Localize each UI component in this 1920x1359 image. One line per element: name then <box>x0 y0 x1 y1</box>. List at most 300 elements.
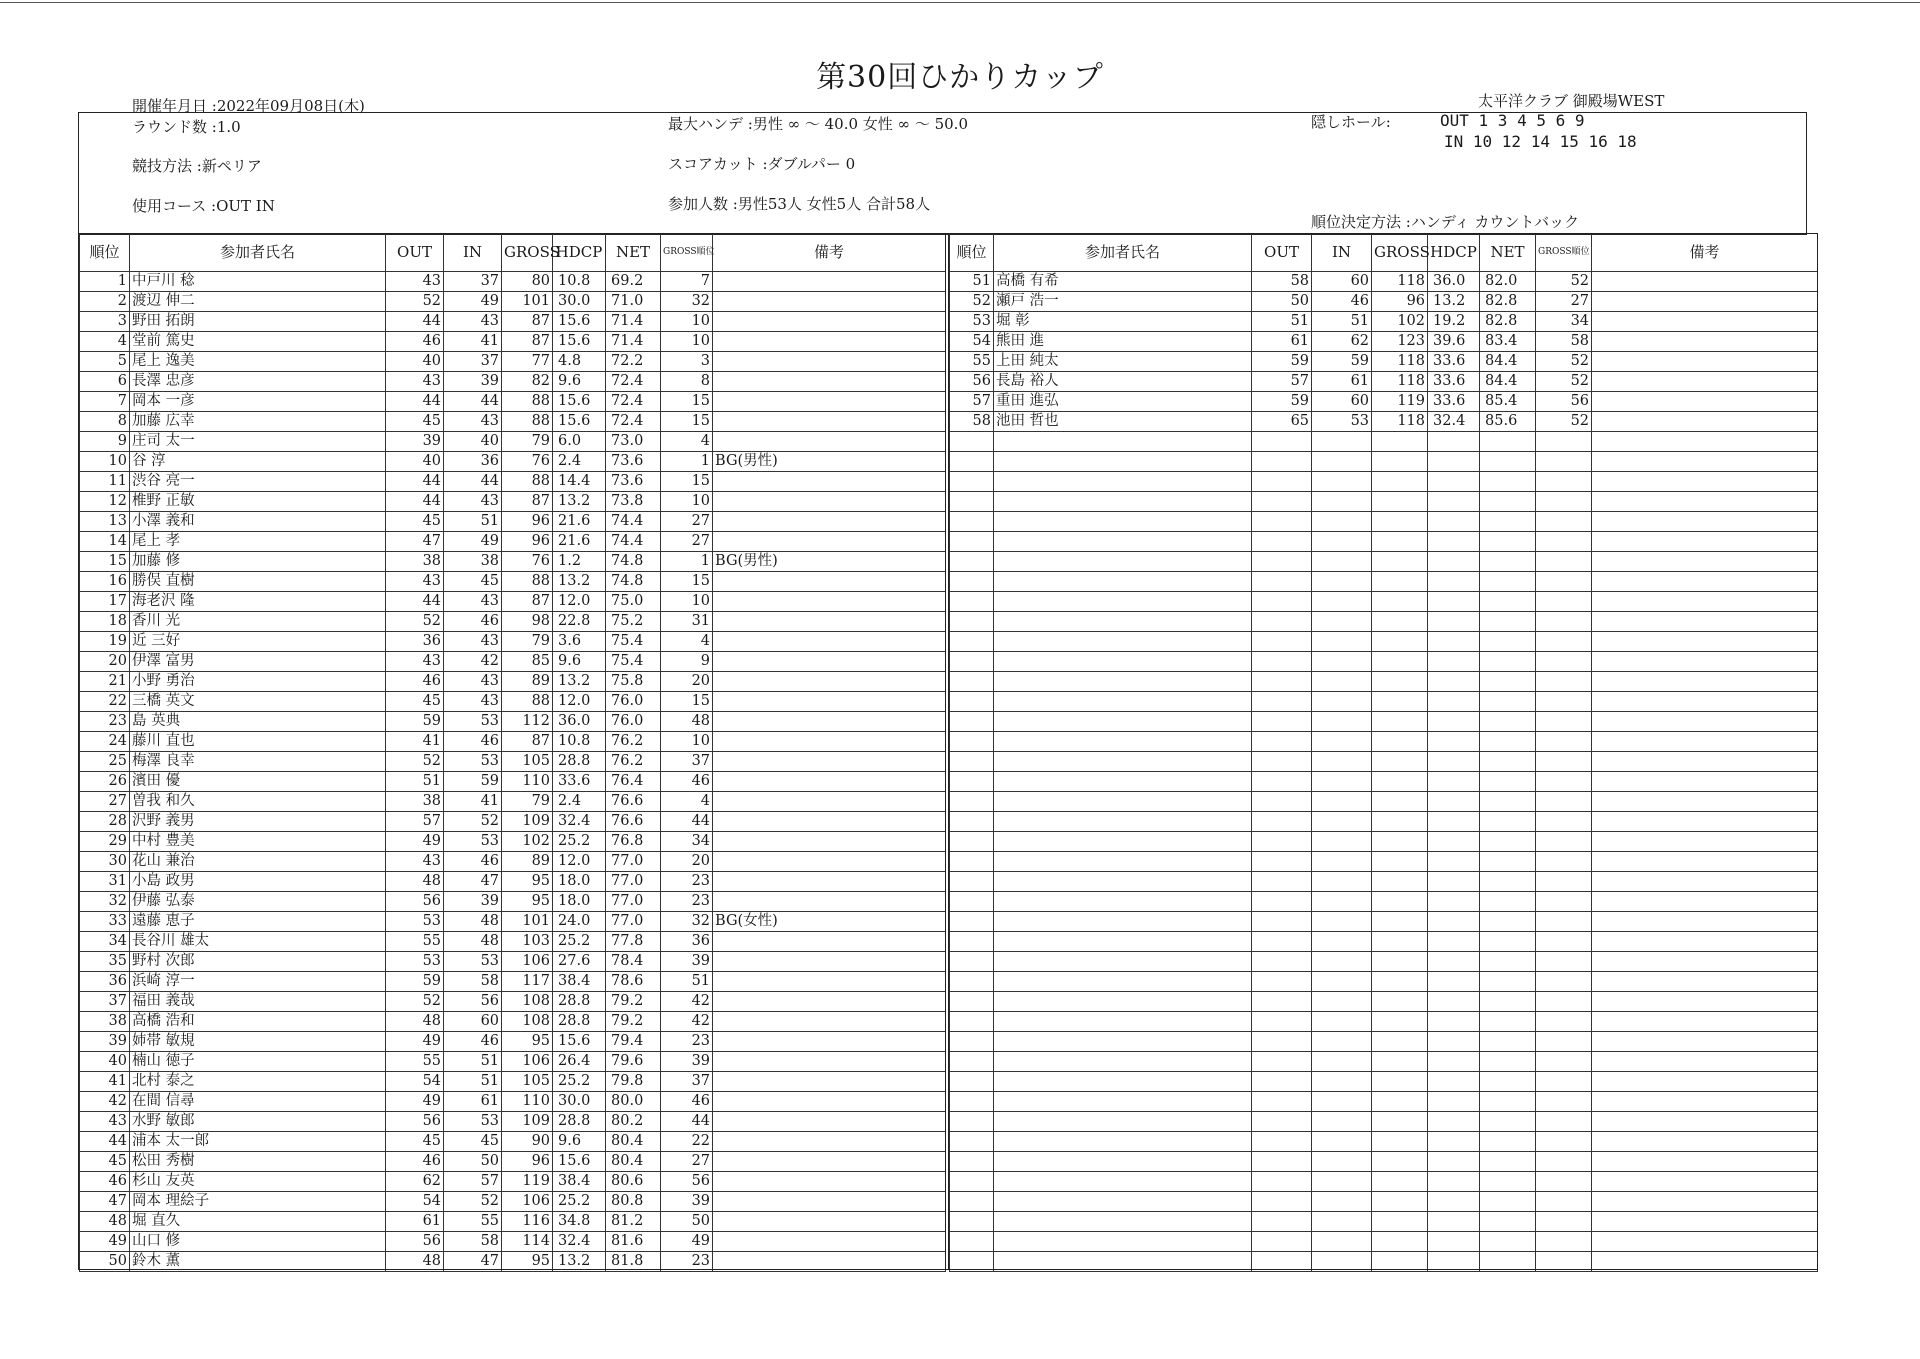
in-score-cell: 61 <box>1312 372 1372 392</box>
player-name-cell <box>994 772 1134 792</box>
empty-table-row <box>950 932 1818 952</box>
rank-cell <box>950 432 994 452</box>
in-score-cell: 47 <box>444 1252 502 1272</box>
gross-cell: 118 <box>1372 372 1428 392</box>
out-score-cell <box>1252 572 1312 592</box>
gross-cell: 76 <box>502 552 553 572</box>
gross-rank-cell <box>1536 772 1592 792</box>
gross-cell <box>1372 992 1428 1012</box>
in-score-cell <box>1312 512 1372 532</box>
table-row <box>80 872 946 892</box>
in-score-cell <box>1312 772 1372 792</box>
gross-cell: 95 <box>502 1252 553 1272</box>
gross-rank-cell: 27 <box>1536 292 1592 312</box>
table-row <box>80 892 946 912</box>
player-name-cell <box>994 652 1134 672</box>
rank-cell <box>950 812 994 832</box>
net-cell <box>1480 812 1536 832</box>
out-score-cell <box>1252 552 1312 572</box>
note-cell <box>1592 792 1818 812</box>
hdcp-cell <box>1428 972 1480 992</box>
gross-rank-cell: 31 <box>661 612 713 632</box>
hdcp-cell: 19.2 <box>1428 312 1480 332</box>
note-cell <box>1592 432 1818 452</box>
player-name-cell <box>994 872 1134 892</box>
player-name-cell: 浦本 太一郎 <box>130 1132 270 1152</box>
hdcp-cell: 15.6 <box>553 1032 606 1052</box>
net-cell: 80.0 <box>606 1092 661 1112</box>
hdcp-cell <box>1428 1232 1480 1252</box>
hdcp-cell <box>1428 952 1480 972</box>
in-score-cell <box>1312 1132 1372 1152</box>
note-cell <box>1592 392 1818 412</box>
net-cell: 73.6 <box>606 452 661 472</box>
rank-cell: 26 <box>80 772 130 792</box>
out-score-cell: 51 <box>386 772 444 792</box>
name-spacer-cell <box>270 372 386 392</box>
name-spacer-cell <box>1134 892 1252 912</box>
table-row <box>80 452 946 472</box>
in-score-cell <box>1312 852 1372 872</box>
net-cell <box>1480 592 1536 612</box>
in-score-cell: 46 <box>444 732 502 752</box>
player-name-cell <box>994 892 1134 912</box>
hdcp-cell <box>1428 1192 1480 1212</box>
gross-rank-cell: 22 <box>661 1132 713 1152</box>
player-name-cell: 伊澤 富男 <box>130 652 270 672</box>
rank-cell: 37 <box>80 992 130 1012</box>
net-cell: 74.4 <box>606 512 661 532</box>
empty-table-row <box>950 1152 1818 1172</box>
hdcp-cell: 12.0 <box>553 592 606 612</box>
rank-cell: 18 <box>80 612 130 632</box>
in-score-cell: 61 <box>444 1092 502 1112</box>
hdcp-cell <box>1428 512 1480 532</box>
in-score-cell: 42 <box>444 652 502 672</box>
out-score-cell: 36 <box>386 632 444 652</box>
empty-table-row <box>950 1012 1818 1032</box>
note-cell <box>713 412 946 432</box>
player-name-cell: 在間 信尋 <box>130 1092 270 1112</box>
in-score-cell: 52 <box>444 1192 502 1212</box>
out-score-cell <box>1252 712 1312 732</box>
net-cell: 77.0 <box>606 852 661 872</box>
name-spacer-cell <box>270 1072 386 1092</box>
net-cell <box>1480 632 1536 652</box>
rank-cell: 1 <box>80 272 130 292</box>
gross-rank-cell: 44 <box>661 812 713 832</box>
gross-rank-cell <box>1536 992 1592 1012</box>
gross-cell <box>1372 1112 1428 1132</box>
player-name-cell <box>994 1112 1134 1132</box>
hdcp-cell: 30.0 <box>553 1092 606 1112</box>
rank-cell: 43 <box>80 1112 130 1132</box>
net-cell: 79.4 <box>606 1032 661 1052</box>
note-cell <box>1592 1112 1818 1132</box>
in-score-cell <box>1312 692 1372 712</box>
hdcp-cell: 25.2 <box>553 832 606 852</box>
out-score-cell: 52 <box>386 292 444 312</box>
empty-table-row <box>950 452 1818 472</box>
out-score-cell <box>1252 1052 1312 1072</box>
gross-cell <box>1372 1092 1428 1112</box>
note-cell <box>713 952 946 972</box>
note-cell <box>1592 492 1818 512</box>
name-spacer-cell <box>1134 1012 1252 1032</box>
player-name-cell: 小野 勇治 <box>130 672 270 692</box>
in-score-cell <box>1312 872 1372 892</box>
net-cell: 75.8 <box>606 672 661 692</box>
hdcp-cell <box>1428 772 1480 792</box>
course-name: 太平洋クラブ 御殿場WEST <box>1478 92 1665 110</box>
net-cell <box>1480 572 1536 592</box>
note-cell <box>713 632 946 652</box>
net-cell: 72.4 <box>606 372 661 392</box>
gross-rank-cell <box>1536 1192 1592 1212</box>
rank-cell: 35 <box>80 952 130 972</box>
note-cell <box>1592 512 1818 532</box>
hdcp-cell: 9.6 <box>553 1132 606 1152</box>
note-cell <box>713 832 946 852</box>
out-score-cell <box>1252 932 1312 952</box>
player-name-cell <box>994 452 1134 472</box>
net-cell <box>1480 472 1536 492</box>
out-score-cell: 44 <box>386 312 444 332</box>
player-name-cell: 勝俣 直樹 <box>130 572 270 592</box>
in-score-cell: 44 <box>444 392 502 412</box>
gross-cell: 87 <box>502 312 553 332</box>
rank-cell <box>950 932 994 952</box>
player-name-cell <box>994 552 1134 572</box>
in-score-cell <box>1312 1012 1372 1032</box>
gross-cell: 87 <box>502 492 553 512</box>
name-spacer-cell <box>270 1232 386 1252</box>
name-spacer-cell <box>270 492 386 512</box>
hdcp-cell <box>1428 792 1480 812</box>
gross-rank-cell <box>1536 432 1592 452</box>
rank-cell <box>950 752 994 772</box>
out-score-cell <box>1252 1152 1312 1172</box>
header-in: IN <box>444 234 502 272</box>
net-cell <box>1480 1232 1536 1252</box>
in-score-cell <box>1312 732 1372 752</box>
gross-rank-cell: 23 <box>661 892 713 912</box>
note-cell <box>713 672 946 692</box>
note-cell <box>1592 932 1818 952</box>
note-cell <box>1592 912 1818 932</box>
player-name-cell <box>994 612 1134 632</box>
net-cell <box>1480 1072 1536 1092</box>
table-row <box>80 912 946 932</box>
net-cell: 76.2 <box>606 732 661 752</box>
header-note: 備考 <box>713 234 946 272</box>
gross-rank-cell <box>1536 972 1592 992</box>
in-score-cell: 46 <box>1312 292 1372 312</box>
out-score-cell <box>1252 792 1312 812</box>
gross-cell: 96 <box>502 512 553 532</box>
player-name-cell: 楠山 徳子 <box>130 1052 270 1072</box>
table-row <box>80 272 946 292</box>
in-score-cell: 60 <box>444 1012 502 1032</box>
out-score-cell: 48 <box>386 1012 444 1032</box>
player-name-cell <box>994 1252 1134 1272</box>
out-score-cell <box>1252 612 1312 632</box>
in-score-cell: 46 <box>444 612 502 632</box>
out-score-cell: 49 <box>386 1032 444 1052</box>
rank-cell <box>950 772 994 792</box>
gross-rank-cell: 15 <box>661 472 713 492</box>
in-score-cell <box>1312 492 1372 512</box>
name-spacer-cell <box>1134 412 1252 432</box>
name-spacer-cell <box>1134 1092 1252 1112</box>
hdcp-cell: 21.6 <box>553 512 606 532</box>
net-cell <box>1480 1092 1536 1112</box>
hdcp-cell: 30.0 <box>553 292 606 312</box>
hdcp-cell: 25.2 <box>553 1072 606 1092</box>
net-cell <box>1480 872 1536 892</box>
rank-cell: 42 <box>80 1092 130 1112</box>
participant-count: 参加人数 :男性53人 女性5人 合計58人 <box>668 195 931 213</box>
header-gross-rank: GROSS順位 <box>661 234 713 272</box>
rank-cell <box>950 872 994 892</box>
rank-cell <box>950 592 994 612</box>
gross-cell: 98 <box>502 612 553 632</box>
header-rank: 順位 <box>80 234 130 272</box>
name-spacer-cell <box>270 312 386 332</box>
gross-rank-cell <box>1536 812 1592 832</box>
header-name: 参加者氏名 <box>130 234 386 272</box>
table-row <box>80 372 946 392</box>
in-score-cell: 37 <box>444 272 502 292</box>
note-cell <box>713 1232 946 1252</box>
out-score-cell <box>1252 1232 1312 1252</box>
in-score-cell <box>1312 752 1372 772</box>
gross-rank-cell: 15 <box>661 692 713 712</box>
name-spacer-cell <box>270 392 386 412</box>
empty-table-row <box>950 472 1818 492</box>
note-cell <box>1592 712 1818 732</box>
gross-cell <box>1372 512 1428 532</box>
out-score-cell: 62 <box>386 1172 444 1192</box>
note-cell <box>713 392 946 412</box>
name-spacer-cell <box>270 512 386 532</box>
in-score-cell: 50 <box>444 1152 502 1172</box>
rank-cell: 57 <box>950 392 994 412</box>
gross-rank-cell: 52 <box>1536 272 1592 292</box>
name-spacer-cell <box>270 1112 386 1132</box>
in-score-cell <box>1312 672 1372 692</box>
player-name-cell <box>994 592 1134 612</box>
hdcp-cell: 36.0 <box>1428 272 1480 292</box>
hdcp-cell: 36.0 <box>553 712 606 732</box>
note-cell <box>1592 1212 1818 1232</box>
note-cell <box>1592 592 1818 612</box>
hdcp-cell: 13.2 <box>553 492 606 512</box>
name-spacer-cell <box>1134 832 1252 852</box>
rank-cell: 9 <box>80 432 130 452</box>
name-spacer-cell <box>270 632 386 652</box>
rank-cell: 44 <box>80 1132 130 1152</box>
gross-rank-cell <box>1536 952 1592 972</box>
hdcp-cell <box>1428 892 1480 912</box>
in-score-cell <box>1312 1052 1372 1072</box>
in-score-cell: 51 <box>444 1052 502 1072</box>
hdcp-cell: 2.4 <box>553 792 606 812</box>
gross-rank-cell <box>1536 872 1592 892</box>
gross-rank-cell: 10 <box>661 332 713 352</box>
player-name-cell: 花山 兼治 <box>130 852 270 872</box>
out-score-cell <box>1252 1192 1312 1212</box>
hdcp-cell: 26.4 <box>553 1052 606 1072</box>
hdcp-cell: 12.0 <box>553 852 606 872</box>
gross-rank-cell <box>1536 1112 1592 1132</box>
player-name-cell <box>994 1152 1134 1172</box>
net-cell <box>1480 1032 1536 1052</box>
gross-rank-cell <box>1536 932 1592 952</box>
note-cell <box>713 1092 946 1112</box>
rank-cell <box>950 512 994 532</box>
gross-rank-cell <box>1536 1032 1592 1052</box>
note-cell: BG(女性) <box>713 912 946 932</box>
rank-cell: 12 <box>80 492 130 512</box>
gross-cell <box>1372 472 1428 492</box>
net-cell: 82.8 <box>1480 292 1536 312</box>
out-score-cell: 43 <box>386 272 444 292</box>
player-name-cell <box>994 1212 1134 1232</box>
gross-cell <box>1372 532 1428 552</box>
hdcp-cell: 33.6 <box>1428 352 1480 372</box>
empty-table-row <box>950 792 1818 812</box>
gross-cell: 88 <box>502 392 553 412</box>
name-spacer-cell <box>1134 1052 1252 1072</box>
empty-table-row <box>950 1112 1818 1132</box>
net-cell <box>1480 1112 1536 1132</box>
player-name-cell <box>994 812 1134 832</box>
gross-cell <box>1372 452 1428 472</box>
gross-cell: 76 <box>502 452 553 472</box>
gross-rank-cell: 52 <box>1536 352 1592 372</box>
out-score-cell <box>1252 1132 1312 1152</box>
gross-cell: 96 <box>502 532 553 552</box>
net-cell <box>1480 952 1536 972</box>
name-spacer-cell <box>1134 332 1252 352</box>
in-score-cell <box>1312 912 1372 932</box>
hdcp-cell: 2.4 <box>553 452 606 472</box>
gross-cell: 108 <box>502 992 553 1012</box>
gross-cell: 105 <box>502 752 553 772</box>
note-cell <box>1592 292 1818 312</box>
net-cell: 75.2 <box>606 612 661 632</box>
in-score-cell: 43 <box>444 412 502 432</box>
net-cell: 85.6 <box>1480 412 1536 432</box>
hdcp-cell <box>1428 652 1480 672</box>
name-spacer-cell <box>270 1012 386 1032</box>
hdcp-cell <box>1428 632 1480 652</box>
gross-cell: 102 <box>502 832 553 852</box>
gross-rank-cell <box>1536 852 1592 872</box>
rounds-info: ラウンド数 :1.0 <box>132 118 241 136</box>
name-spacer-cell <box>270 1132 386 1152</box>
note-cell <box>713 272 946 292</box>
hdcp-cell <box>1428 912 1480 932</box>
hidden-holes-out: OUT 1 3 4 5 6 9 <box>1440 111 1585 130</box>
gross-rank-cell: 8 <box>661 372 713 392</box>
note-cell <box>713 472 946 492</box>
note-cell <box>713 1132 946 1152</box>
gross-rank-cell: 48 <box>661 712 713 732</box>
net-cell: 79.6 <box>606 1052 661 1072</box>
table-row <box>80 1152 946 1172</box>
hdcp-cell: 15.6 <box>553 392 606 412</box>
gross-rank-cell: 32 <box>661 292 713 312</box>
rank-cell <box>950 532 994 552</box>
rank-cell: 39 <box>80 1032 130 1052</box>
name-spacer-cell <box>1134 652 1252 672</box>
rank-cell: 15 <box>80 552 130 572</box>
player-name-cell: 野田 拓朗 <box>130 312 270 332</box>
rank-cell <box>950 1212 994 1232</box>
in-score-cell: 58 <box>444 972 502 992</box>
name-spacer-cell <box>270 412 386 432</box>
net-cell: 73.6 <box>606 472 661 492</box>
empty-table-row <box>950 832 1818 852</box>
rank-cell <box>950 1192 994 1212</box>
out-score-cell: 59 <box>386 972 444 992</box>
rank-cell <box>950 612 994 632</box>
net-cell: 73.8 <box>606 492 661 512</box>
rank-cell <box>950 1232 994 1252</box>
in-score-cell <box>1312 1092 1372 1112</box>
rank-cell <box>950 792 994 812</box>
net-cell <box>1480 892 1536 912</box>
note-cell <box>713 432 946 452</box>
in-score-cell: 40 <box>444 432 502 452</box>
net-cell: 77.0 <box>606 912 661 932</box>
rank-cell: 40 <box>80 1052 130 1072</box>
note-cell <box>713 1112 946 1132</box>
name-spacer-cell <box>270 432 386 452</box>
note-cell <box>1592 1192 1818 1212</box>
out-score-cell <box>1252 912 1312 932</box>
net-cell <box>1480 932 1536 952</box>
in-score-cell: 43 <box>444 692 502 712</box>
out-score-cell: 45 <box>386 412 444 432</box>
player-name-cell <box>994 532 1134 552</box>
note-cell <box>1592 972 1818 992</box>
net-cell <box>1480 692 1536 712</box>
hdcp-cell: 13.2 <box>553 572 606 592</box>
score-cut-info: スコアカット :ダブルパー 0 <box>668 155 856 173</box>
gross-cell: 89 <box>502 852 553 872</box>
in-score-cell: 55 <box>444 1212 502 1232</box>
gross-rank-cell <box>1536 832 1592 852</box>
empty-table-row <box>950 1032 1818 1052</box>
out-score-cell <box>1252 872 1312 892</box>
hdcp-cell: 33.6 <box>1428 372 1480 392</box>
name-spacer-cell <box>270 932 386 952</box>
empty-table-row <box>950 812 1818 832</box>
note-cell <box>713 492 946 512</box>
hdcp-cell <box>1428 472 1480 492</box>
in-score-cell: 39 <box>444 372 502 392</box>
out-score-cell: 53 <box>386 952 444 972</box>
table-row <box>80 1092 946 1112</box>
rank-cell <box>950 1092 994 1112</box>
table-row <box>80 732 946 752</box>
gross-cell <box>1372 1152 1428 1172</box>
table-row <box>80 992 946 1012</box>
hdcp-cell: 18.0 <box>553 872 606 892</box>
